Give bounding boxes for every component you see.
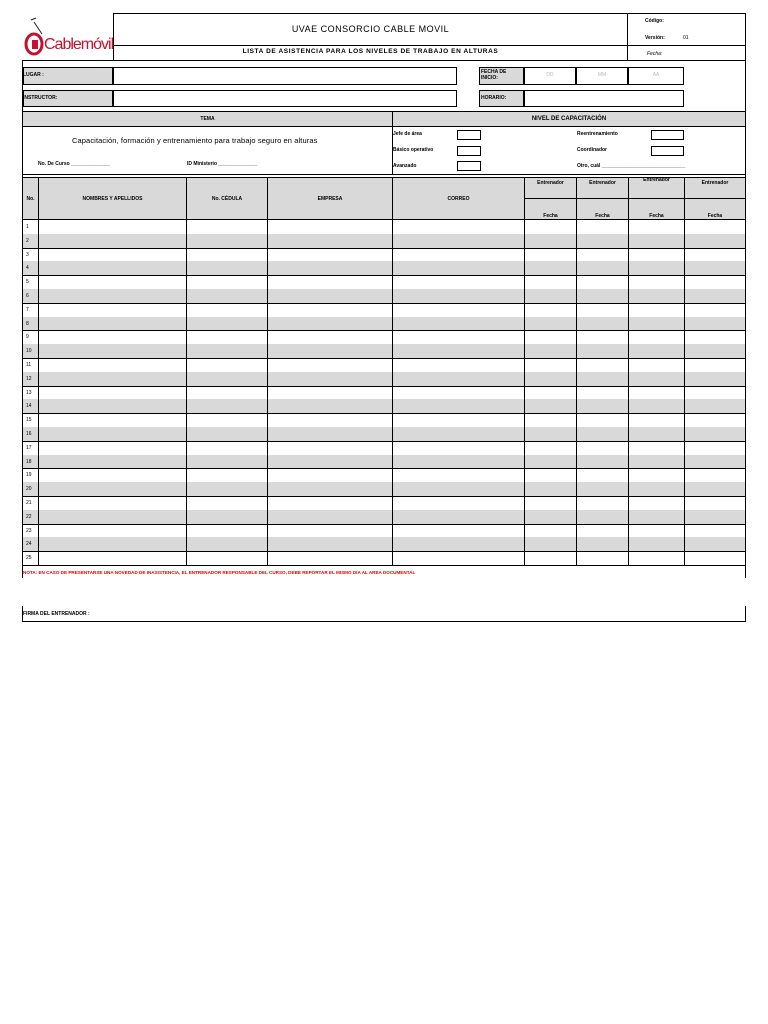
cell-entrenador-3[interactable] <box>629 275 684 289</box>
cell-nombres[interactable] <box>39 427 186 441</box>
nivel-otro-label: Otro, cuál ______________________________ <box>577 163 686 169</box>
cell-entrenador-2[interactable] <box>577 441 628 455</box>
cell-nombres[interactable] <box>39 482 186 496</box>
cell-entrenador-2[interactable] <box>577 330 628 344</box>
cell-empresa[interactable] <box>268 510 392 524</box>
row-number: 11 <box>26 362 32 368</box>
cell-empresa[interactable] <box>268 386 392 400</box>
cell-entrenador-1[interactable] <box>525 510 576 524</box>
cell-entrenador-2[interactable] <box>577 248 628 262</box>
col-header-entrenador-4: Entrenador <box>701 180 729 186</box>
cell-entrenador-2[interactable] <box>577 234 628 248</box>
cell-entrenador-2[interactable] <box>577 510 628 524</box>
cell-cedula[interactable] <box>187 303 267 317</box>
version-label: Versión: <box>645 35 665 41</box>
cell-entrenador-4[interactable] <box>685 289 745 303</box>
cell-cedula[interactable] <box>187 220 267 234</box>
cell-entrenador-2[interactable] <box>577 344 628 358</box>
cell-entrenador-4[interactable] <box>685 275 745 289</box>
cell-nombres[interactable] <box>39 358 186 372</box>
cell-nombres[interactable] <box>39 289 186 303</box>
col-header-fecha-2: Fecha <box>595 213 610 219</box>
cell-nombres[interactable] <box>39 537 186 551</box>
cell-entrenador-4[interactable] <box>685 537 745 551</box>
cell-nombres[interactable] <box>39 510 186 524</box>
lugar-label: LUGAR : <box>23 72 44 78</box>
instructor-label: INSTRUCTOR: <box>23 95 58 101</box>
cell-entrenador-3[interactable] <box>629 358 684 372</box>
cell-nombres[interactable] <box>39 524 186 538</box>
cell-cedula[interactable] <box>187 537 267 551</box>
nivel-coordinador-label: Coordinador <box>577 147 607 153</box>
row-number: 15 <box>26 417 32 424</box>
horario-field[interactable] <box>524 90 684 107</box>
nivel-reentrenamiento-checkbox[interactable] <box>651 130 684 140</box>
row-number: 20 <box>26 486 32 493</box>
cell-entrenador-3[interactable] <box>629 524 684 538</box>
cell-correo[interactable] <box>393 261 524 275</box>
cell-correo[interactable] <box>393 358 524 372</box>
logo-text: Cablemóvil <box>44 36 114 53</box>
cell-entrenador-4[interactable] <box>685 524 745 538</box>
cell-nombres[interactable] <box>39 234 186 248</box>
cell-entrenador-4[interactable] <box>685 455 745 469</box>
row-number: 3 <box>26 251 29 258</box>
cell-empresa[interactable] <box>268 427 392 441</box>
cell-cedula[interactable] <box>187 248 267 262</box>
fecha-label: Fecha: <box>647 51 663 57</box>
cell-nombres[interactable] <box>39 303 186 317</box>
cell-correo[interactable] <box>393 234 524 248</box>
cell-correo[interactable] <box>393 220 524 234</box>
cell-entrenador-4[interactable] <box>685 358 745 372</box>
cell-entrenador-1[interactable] <box>525 303 576 317</box>
cell-cedula[interactable] <box>187 510 267 524</box>
cell-entrenador-3[interactable] <box>629 344 684 358</box>
cell-empresa[interactable] <box>268 524 392 538</box>
col-header-fecha-4: Fecha <box>707 213 723 219</box>
cell-entrenador-4[interactable] <box>685 344 745 358</box>
row-number: 13 <box>26 389 32 396</box>
cell-cedula[interactable] <box>187 358 267 372</box>
cell-entrenador-3[interactable] <box>629 317 684 331</box>
cell-entrenador-4[interactable] <box>685 413 745 427</box>
cell-correo[interactable] <box>393 413 524 427</box>
cell-entrenador-4[interactable] <box>685 468 745 482</box>
tema-header: TEMA <box>200 116 215 122</box>
cell-empresa[interactable] <box>268 261 392 275</box>
col-header-fecha-3: Fecha <box>649 213 664 219</box>
cell-empresa[interactable] <box>268 372 392 386</box>
cell-entrenador-1[interactable] <box>525 317 576 331</box>
cell-entrenador-3[interactable] <box>629 468 684 482</box>
row-number: 21 <box>26 500 32 506</box>
cell-entrenador-2[interactable] <box>577 455 628 469</box>
cell-entrenador-1[interactable] <box>525 537 576 551</box>
version-value: 01 <box>683 35 689 41</box>
col-header-entrenador-2: Entrenador <box>589 180 616 186</box>
cell-cedula[interactable] <box>187 524 267 538</box>
cell-cedula[interactable] <box>187 289 267 303</box>
cell-entrenador-4[interactable] <box>685 551 745 565</box>
cell-entrenador-1[interactable] <box>525 261 576 275</box>
cell-correo[interactable] <box>393 248 524 262</box>
cell-entrenador-1[interactable] <box>525 468 576 482</box>
cell-entrenador-1[interactable] <box>525 358 576 372</box>
cell-entrenador-4[interactable] <box>685 399 745 413</box>
row-number: 25 <box>26 555 32 562</box>
cell-cedula[interactable] <box>187 399 267 413</box>
cell-entrenador-4[interactable] <box>685 441 745 455</box>
cell-cedula[interactable] <box>187 234 267 248</box>
cell-nombres[interactable] <box>39 317 186 331</box>
cell-entrenador-1[interactable] <box>525 496 576 510</box>
row-number: 4 <box>26 265 29 272</box>
cell-correo[interactable] <box>393 510 524 524</box>
col-header-correo: CORREO <box>447 196 470 202</box>
cell-cedula[interactable] <box>187 413 267 427</box>
cell-correo[interactable] <box>393 441 524 455</box>
cell-entrenador-3[interactable] <box>629 261 684 275</box>
cell-entrenador-4[interactable] <box>685 220 745 234</box>
col-header-fecha-1: Fecha <box>543 213 558 219</box>
cell-cedula[interactable] <box>187 386 267 400</box>
cell-correo[interactable] <box>393 372 524 386</box>
cell-cedula[interactable] <box>187 330 267 344</box>
cell-entrenador-3[interactable] <box>629 330 684 344</box>
cell-cedula[interactable] <box>187 275 267 289</box>
cell-nombres[interactable] <box>39 344 186 358</box>
cell-empresa[interactable] <box>268 455 392 469</box>
row-number: 14 <box>26 403 32 410</box>
cell-nombres[interactable] <box>39 441 186 455</box>
firma-label: FIRMA DEL ENTRENADOR : <box>23 611 90 617</box>
cell-entrenador-1[interactable] <box>525 220 576 234</box>
nivel-basico-checkbox[interactable] <box>457 146 481 156</box>
col-header-cedula: No. CÉDULA <box>211 196 243 202</box>
cell-correo[interactable] <box>393 317 524 331</box>
cell-entrenador-2[interactable] <box>577 551 628 565</box>
cell-entrenador-1[interactable] <box>525 248 576 262</box>
cell-entrenador-1[interactable] <box>525 330 576 344</box>
instructor-field[interactable] <box>113 90 457 107</box>
cell-entrenador-4[interactable] <box>685 427 745 441</box>
cell-entrenador-2[interactable] <box>577 372 628 386</box>
cell-nombres[interactable] <box>39 220 186 234</box>
cell-entrenador-3[interactable] <box>629 482 684 496</box>
cell-entrenador-4[interactable] <box>685 372 745 386</box>
cell-empresa[interactable] <box>268 537 392 551</box>
cell-correo[interactable] <box>393 399 524 413</box>
row-number: 9 <box>26 334 29 341</box>
nota-text: NOTA: EN CASO DE PRESENTARSE UNA NOVEDAD DE INASISTENCIA, EL ENTRENADOR RESPONSABLE DEL CURSO, DEBE REPORTAR EL MISMO DIA AL AREA DOCUMENTAL <box>23 570 416 575</box>
row-number: 24 <box>26 541 32 548</box>
cell-nombres[interactable] <box>39 386 186 400</box>
cell-empresa[interactable] <box>268 234 392 248</box>
cell-entrenador-3[interactable] <box>629 537 684 551</box>
cell-nombres[interactable] <box>39 248 186 262</box>
cell-nombres[interactable] <box>39 261 186 275</box>
cell-correo[interactable] <box>393 468 524 482</box>
cell-empresa[interactable] <box>268 275 392 289</box>
cell-nombres[interactable] <box>39 330 186 344</box>
lugar-field[interactable] <box>113 67 457 85</box>
cell-entrenador-4[interactable] <box>685 317 745 331</box>
nivel-avanzado-label: Avanzado <box>393 163 417 169</box>
cell-entrenador-3[interactable] <box>629 372 684 386</box>
row-number: 8 <box>26 320 29 327</box>
nivel-header: NIVEL DE CAPACITACIÓN <box>531 116 607 122</box>
cell-entrenador-3[interactable] <box>629 386 684 400</box>
form-subtitle: LISTA DE ASISTENCIA PARA LOS NIVELES DE TRABAJO EN ALTURAS <box>242 48 499 55</box>
col-header-entrenador-3: Entrenador <box>643 177 670 183</box>
fecha-aa-placeholder: AA <box>652 72 660 78</box>
row-number: 17 <box>26 444 32 451</box>
cell-empresa[interactable] <box>268 220 392 234</box>
col-header-empresa: EMPRESA <box>317 196 343 202</box>
cell-entrenador-4[interactable] <box>685 330 745 344</box>
cell-nombres[interactable] <box>39 372 186 386</box>
cell-cedula[interactable] <box>187 482 267 496</box>
cell-nombres[interactable] <box>39 468 186 482</box>
cell-correo[interactable] <box>393 496 524 510</box>
cell-cedula[interactable] <box>187 455 267 469</box>
row-number: 2 <box>26 237 29 244</box>
cell-entrenador-1[interactable] <box>525 551 576 565</box>
col-header-entrenador-1: Entrenador <box>537 180 564 186</box>
cell-entrenador-3[interactable] <box>629 234 684 248</box>
cell-correo[interactable] <box>393 275 524 289</box>
cell-entrenador-3[interactable] <box>629 303 684 317</box>
cell-empresa[interactable] <box>268 482 392 496</box>
cell-entrenador-3[interactable] <box>629 510 684 524</box>
cell-cedula[interactable] <box>187 496 267 510</box>
cell-correo[interactable] <box>393 330 524 344</box>
fecha-inicio-label: FECHA DE INICIO: <box>481 69 507 81</box>
nivel-jefe-label: Jefe de área <box>393 131 422 137</box>
row-number: 5 <box>26 279 29 286</box>
fecha-dd-placeholder: DD <box>546 72 554 78</box>
cell-entrenador-1[interactable] <box>525 344 576 358</box>
cell-entrenador-1[interactable] <box>525 399 576 413</box>
cell-entrenador-2[interactable] <box>577 358 628 372</box>
cell-entrenador-3[interactable] <box>629 496 684 510</box>
cell-empresa[interactable] <box>268 551 392 565</box>
cell-empresa[interactable] <box>268 496 392 510</box>
cell-entrenador-1[interactable] <box>525 372 576 386</box>
nivel-avanzado-checkbox[interactable] <box>457 161 481 171</box>
cell-correo[interactable] <box>393 303 524 317</box>
cell-empresa[interactable] <box>268 317 392 331</box>
cell-entrenador-3[interactable] <box>629 399 684 413</box>
cell-correo[interactable] <box>393 524 524 538</box>
cell-empresa[interactable] <box>268 413 392 427</box>
cell-nombres[interactable] <box>39 275 186 289</box>
nivel-jefe-checkbox[interactable] <box>457 130 481 140</box>
cell-cedula[interactable] <box>187 317 267 331</box>
tema-text: Capacitación, formación y entrenamiento para trabajo seguro en alturas <box>72 136 318 145</box>
row-number: 18 <box>26 458 32 465</box>
cell-nombres[interactable] <box>39 399 186 413</box>
curso-label: No. De Curso ______________ <box>38 161 110 167</box>
cell-entrenador-2[interactable] <box>577 413 628 427</box>
cell-nombres[interactable] <box>39 551 186 565</box>
cell-entrenador-4[interactable] <box>685 248 745 262</box>
nivel-coordinador-checkbox[interactable] <box>651 146 684 156</box>
cell-entrenador-2[interactable] <box>577 537 628 551</box>
company-title: UVAE CONSORCIO CABLE MOVIL <box>291 24 450 34</box>
cell-correo[interactable] <box>393 537 524 551</box>
row-number: 10 <box>26 348 32 355</box>
cell-entrenador-2[interactable] <box>577 303 628 317</box>
cell-cedula[interactable] <box>187 344 267 358</box>
col-header-nombres: NOMBRES Y APELLIDOS <box>82 196 143 202</box>
cell-entrenador-3[interactable] <box>629 441 684 455</box>
cell-cedula[interactable] <box>187 261 267 275</box>
cell-entrenador-2[interactable] <box>577 220 628 234</box>
nivel-basico-label: Básico operativo <box>393 147 434 153</box>
fecha-mm-placeholder: MM <box>597 72 607 78</box>
cell-entrenador-1[interactable] <box>525 413 576 427</box>
row-number: 16 <box>26 431 32 437</box>
cell-entrenador-2[interactable] <box>577 524 628 538</box>
cell-entrenador-3[interactable] <box>629 551 684 565</box>
cell-cedula[interactable] <box>187 441 267 455</box>
cell-entrenador-2[interactable] <box>577 482 628 496</box>
cell-entrenador-1[interactable] <box>525 275 576 289</box>
row-number: 19 <box>26 472 32 479</box>
cell-entrenador-1[interactable] <box>525 234 576 248</box>
cell-empresa[interactable] <box>268 303 392 317</box>
cell-correo[interactable] <box>393 289 524 303</box>
cell-empresa[interactable] <box>268 289 392 303</box>
cell-correo[interactable] <box>393 455 524 469</box>
cell-entrenador-2[interactable] <box>577 496 628 510</box>
cell-entrenador-4[interactable] <box>685 386 745 400</box>
cell-entrenador-4[interactable] <box>685 496 745 510</box>
company-logo <box>22 16 114 60</box>
cell-entrenador-3[interactable] <box>629 220 684 234</box>
cell-entrenador-1[interactable] <box>525 386 576 400</box>
cell-entrenador-4[interactable] <box>685 234 745 248</box>
row-number: 1 <box>26 224 29 230</box>
cell-correo[interactable] <box>393 482 524 496</box>
cell-correo[interactable] <box>393 551 524 565</box>
cell-entrenador-3[interactable] <box>629 413 684 427</box>
cell-entrenador-1[interactable] <box>525 427 576 441</box>
cell-entrenador-2[interactable] <box>577 399 628 413</box>
row-number: 6 <box>26 293 29 299</box>
row-number: 12 <box>26 375 32 382</box>
cell-cedula[interactable] <box>187 551 267 565</box>
cell-entrenador-4[interactable] <box>685 510 745 524</box>
cell-entrenador-2[interactable] <box>577 261 628 275</box>
row-number: 23 <box>26 527 32 534</box>
cell-empresa[interactable] <box>268 441 392 455</box>
cell-entrenador-2[interactable] <box>577 275 628 289</box>
cell-entrenador-1[interactable] <box>525 524 576 538</box>
horario-label: HORARIO: <box>481 95 507 101</box>
cell-entrenador-1[interactable] <box>525 455 576 469</box>
cell-empresa[interactable] <box>268 248 392 262</box>
ministerio-label: ID Ministerio ______________ <box>187 161 258 167</box>
cell-empresa[interactable] <box>268 344 392 358</box>
cell-cedula[interactable] <box>187 372 267 386</box>
col-header-no: No. <box>26 196 35 202</box>
cell-empresa[interactable] <box>268 330 392 344</box>
cell-empresa[interactable] <box>268 468 392 482</box>
nivel-reentrenamiento-label: Reentrenamiento <box>577 131 618 137</box>
cell-entrenador-1[interactable] <box>525 289 576 303</box>
row-number: 22 <box>26 513 32 520</box>
cell-entrenador-4[interactable] <box>685 261 745 275</box>
cell-entrenador-3[interactable] <box>629 248 684 262</box>
cell-entrenador-3[interactable] <box>629 427 684 441</box>
cell-entrenador-4[interactable] <box>685 482 745 496</box>
cell-entrenador-1[interactable] <box>525 482 576 496</box>
cell-empresa[interactable] <box>268 399 392 413</box>
cell-entrenador-3[interactable] <box>629 289 684 303</box>
cell-entrenador-3[interactable] <box>629 455 684 469</box>
cell-entrenador-4[interactable] <box>685 303 745 317</box>
cell-correo[interactable] <box>393 344 524 358</box>
cell-correo[interactable] <box>393 427 524 441</box>
cell-empresa[interactable] <box>268 358 392 372</box>
cell-nombres[interactable] <box>39 413 186 427</box>
cell-entrenador-2[interactable] <box>577 427 628 441</box>
cell-cedula[interactable] <box>187 468 267 482</box>
cell-nombres[interactable] <box>39 496 186 510</box>
cell-entrenador-2[interactable] <box>577 317 628 331</box>
cell-entrenador-2[interactable] <box>577 386 628 400</box>
cell-correo[interactable] <box>393 386 524 400</box>
cell-cedula[interactable] <box>187 427 267 441</box>
codigo-label: Código: <box>645 18 664 24</box>
row-number: 7 <box>26 306 29 313</box>
cell-entrenador-2[interactable] <box>577 289 628 303</box>
cell-entrenador-1[interactable] <box>525 441 576 455</box>
cell-nombres[interactable] <box>39 455 186 469</box>
cell-entrenador-2[interactable] <box>577 468 628 482</box>
